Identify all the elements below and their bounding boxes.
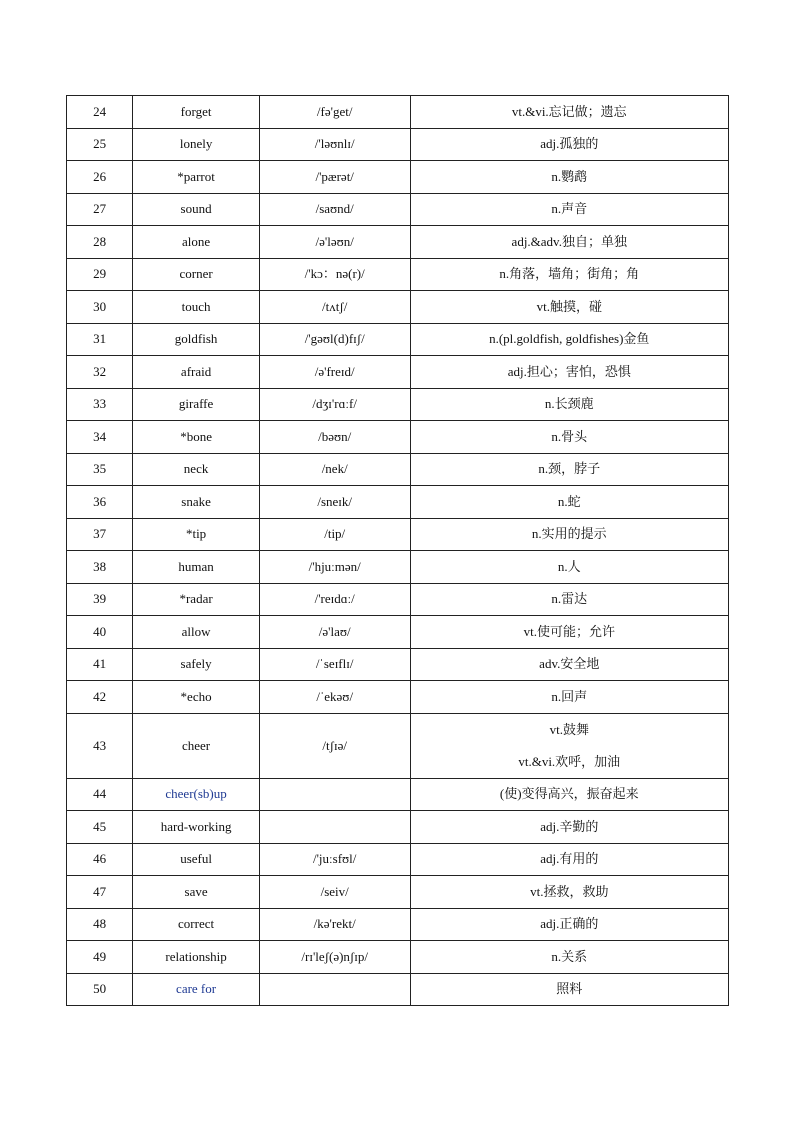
phonetic: /kə'rekt/ (259, 908, 410, 941)
vocab-word: *tip (133, 518, 260, 551)
row-number: 35 (67, 453, 133, 486)
vocab-word: alone (133, 226, 260, 259)
vocab-word: afraid (133, 356, 260, 389)
row-number: 42 (67, 681, 133, 714)
row-number: 36 (67, 486, 133, 519)
table-row (67, 778, 729, 811)
row-number: 45 (67, 811, 133, 844)
phonetic: /tʃɪə/ (259, 713, 410, 778)
row-number: 43 (67, 713, 133, 778)
meaning-cell (410, 713, 728, 778)
row-number: 49 (67, 941, 133, 974)
phonetic: /ˈseɪflɪ/ (259, 648, 410, 681)
meaning-text: vt.触摸，碰 (536, 298, 602, 314)
meaning-text: n.角落，墙角；街角；角 (499, 266, 640, 282)
table-row (67, 193, 729, 226)
vocab-word: cheer (133, 713, 260, 778)
meaning-cell (410, 778, 728, 811)
phonetic: /ˈekəʊ/ (259, 681, 410, 714)
row-number: 28 (67, 226, 133, 259)
meaning-cell (410, 551, 728, 584)
table-row (67, 128, 729, 161)
vocab-word: sound (133, 193, 260, 226)
meaning-cell (410, 226, 728, 259)
phonetic: /tʌtʃ/ (259, 291, 410, 324)
row-number: 39 (67, 583, 133, 616)
row-number: 33 (67, 388, 133, 421)
row-number: 34 (67, 421, 133, 454)
meaning-text: adj.担心；害怕，恐惧 (507, 363, 631, 379)
table-row (67, 973, 729, 1006)
table-row (67, 323, 729, 356)
vocab-word: safely (133, 648, 260, 681)
vocab-word: *radar (133, 583, 260, 616)
phonetic: /rɪ'leʃ(ə)nʃɪp/ (259, 941, 410, 974)
table-row (67, 291, 729, 324)
vocab-word: *parrot (133, 161, 260, 194)
meaning-text: adv.安全地 (539, 656, 600, 672)
phonetic: /'kɔ：nə(r)/ (259, 258, 410, 291)
vocab-word: human (133, 551, 260, 584)
meaning-text: n.颈，脖子 (538, 461, 601, 477)
meaning-cell (410, 453, 728, 486)
phonetic (259, 811, 410, 844)
phonetic: /'juːsfʊl/ (259, 843, 410, 876)
meaning-cell (410, 648, 728, 681)
phonetic: /nek/ (259, 453, 410, 486)
vocab-word: useful (133, 843, 260, 876)
meaning-text: n.声音 (551, 201, 588, 217)
meaning-text: n.实用的提示 (531, 526, 607, 542)
meaning-cell (410, 258, 728, 291)
meaning-cell (410, 941, 728, 974)
vocab-word: care for (133, 973, 260, 1006)
meaning-cell (410, 486, 728, 519)
meaning-cell (410, 388, 728, 421)
row-number: 44 (67, 778, 133, 811)
row-number: 38 (67, 551, 133, 584)
table-row (67, 681, 729, 714)
table-row (67, 453, 729, 486)
phonetic: /dʒɪ'rɑːf/ (259, 388, 410, 421)
meaning-text: n.鹦鹉 (551, 168, 588, 184)
vocab-word: allow (133, 616, 260, 649)
meaning-text: adj.辛勤的 (540, 818, 599, 834)
vocab-word: *bone (133, 421, 260, 454)
meaning-cell (410, 518, 728, 551)
table-row (67, 226, 729, 259)
meaning-text: vt.鼓舞 (549, 721, 589, 737)
phonetic: /bəʊn/ (259, 421, 410, 454)
meaning-cell (410, 681, 728, 714)
phonetic: /'reɪdɑː/ (259, 583, 410, 616)
vocab-word: lonely (133, 128, 260, 161)
meaning-cell (410, 973, 728, 1006)
table-row (67, 811, 729, 844)
meaning-text: n.长颈鹿 (544, 396, 594, 412)
meaning-text: n.蛇 (557, 493, 581, 509)
meaning-text: 照料 (556, 981, 583, 997)
table-row (67, 388, 729, 421)
table-row (67, 876, 729, 909)
table-row (67, 616, 729, 649)
meaning-text: adj.有用的 (540, 851, 599, 867)
vocab-word: corner (133, 258, 260, 291)
vocabulary-table-body (67, 96, 729, 1006)
row-number: 37 (67, 518, 133, 551)
row-number: 32 (67, 356, 133, 389)
table-row (67, 551, 729, 584)
phonetic: /'hjuːmən/ (259, 551, 410, 584)
meaning-text: n.回声 (551, 688, 588, 704)
meaning-cell (410, 193, 728, 226)
row-number: 31 (67, 323, 133, 356)
table-row (67, 356, 729, 389)
phonetic: /fə'get/ (259, 96, 410, 129)
row-number: 46 (67, 843, 133, 876)
table-row (67, 486, 729, 519)
meaning-text: vt.&vi.欢呼，加油 (518, 753, 621, 769)
table-row (67, 96, 729, 129)
row-number: 27 (67, 193, 133, 226)
row-number: 29 (67, 258, 133, 291)
table-row (67, 583, 729, 616)
row-number: 25 (67, 128, 133, 161)
row-number: 47 (67, 876, 133, 909)
vocab-word: giraffe (133, 388, 260, 421)
vocab-word: goldfish (133, 323, 260, 356)
meaning-text: n.关系 (551, 948, 588, 964)
meaning-cell (410, 843, 728, 876)
meaning-text: vt.拯救，救助 (530, 883, 609, 899)
meaning-cell (410, 616, 728, 649)
row-number: 50 (67, 973, 133, 1006)
meaning-text: (使)变得高兴，振奋起来 (499, 786, 639, 802)
meaning-text: n.雷达 (551, 591, 588, 607)
meaning-cell (410, 161, 728, 194)
row-number: 24 (67, 96, 133, 129)
phonetic: /sneɪk/ (259, 486, 410, 519)
meaning-text: n.骨头 (551, 428, 588, 444)
vocab-word: cheer(sb)up (133, 778, 260, 811)
meaning-cell (410, 811, 728, 844)
table-row (67, 648, 729, 681)
phonetic: /'pærət/ (259, 161, 410, 194)
table-row (67, 518, 729, 551)
meaning-cell (410, 323, 728, 356)
table-row (67, 258, 729, 291)
table-row (67, 843, 729, 876)
vocab-word: relationship (133, 941, 260, 974)
phonetic: /tip/ (259, 518, 410, 551)
phonetic: /'gəʊl(d)fɪʃ/ (259, 323, 410, 356)
meaning-cell (410, 908, 728, 941)
vocab-word: *echo (133, 681, 260, 714)
table-row (67, 161, 729, 194)
meaning-text: adj.&adv.独自；单独 (511, 233, 627, 249)
vocab-word: forget (133, 96, 260, 129)
meaning-cell (410, 421, 728, 454)
table-row (67, 941, 729, 974)
vocab-word: touch (133, 291, 260, 324)
vocab-word: correct (133, 908, 260, 941)
meaning-text: vt.&vi.忘记做；遗忘 (511, 103, 627, 119)
phonetic: /ə'laʊ/ (259, 616, 410, 649)
meaning-cell (410, 291, 728, 324)
row-number: 30 (67, 291, 133, 324)
phonetic: /seiv/ (259, 876, 410, 909)
meaning-text: n.人 (557, 558, 581, 574)
phonetic (259, 973, 410, 1006)
vocabulary-table (66, 95, 729, 1006)
row-number: 40 (67, 616, 133, 649)
vocab-word: snake (133, 486, 260, 519)
meaning-text: vt.使可能；允许 (523, 623, 615, 639)
row-number: 26 (67, 161, 133, 194)
row-number: 41 (67, 648, 133, 681)
vocab-word: neck (133, 453, 260, 486)
meaning-cell (410, 583, 728, 616)
row-number: 48 (67, 908, 133, 941)
meaning-cell (410, 356, 728, 389)
phonetic (259, 778, 410, 811)
vocab-word: hard-working (133, 811, 260, 844)
phonetic: /ə'ləʊn/ (259, 226, 410, 259)
meaning-text: adj.正确的 (540, 916, 599, 932)
phonetic: /saʊnd/ (259, 193, 410, 226)
table-row (67, 908, 729, 941)
meaning-text: adj.孤独的 (540, 136, 599, 152)
meaning-cell (410, 96, 728, 129)
meaning-cell (410, 128, 728, 161)
vocab-word: save (133, 876, 260, 909)
table-row (67, 713, 729, 778)
meaning-text: n.(pl.goldfish, goldfishes)金鱼 (489, 331, 650, 347)
phonetic: /'ləʊnlɪ/ (259, 128, 410, 161)
phonetic: /ə'freɪd/ (259, 356, 410, 389)
table-row (67, 421, 729, 454)
meaning-cell (410, 876, 728, 909)
